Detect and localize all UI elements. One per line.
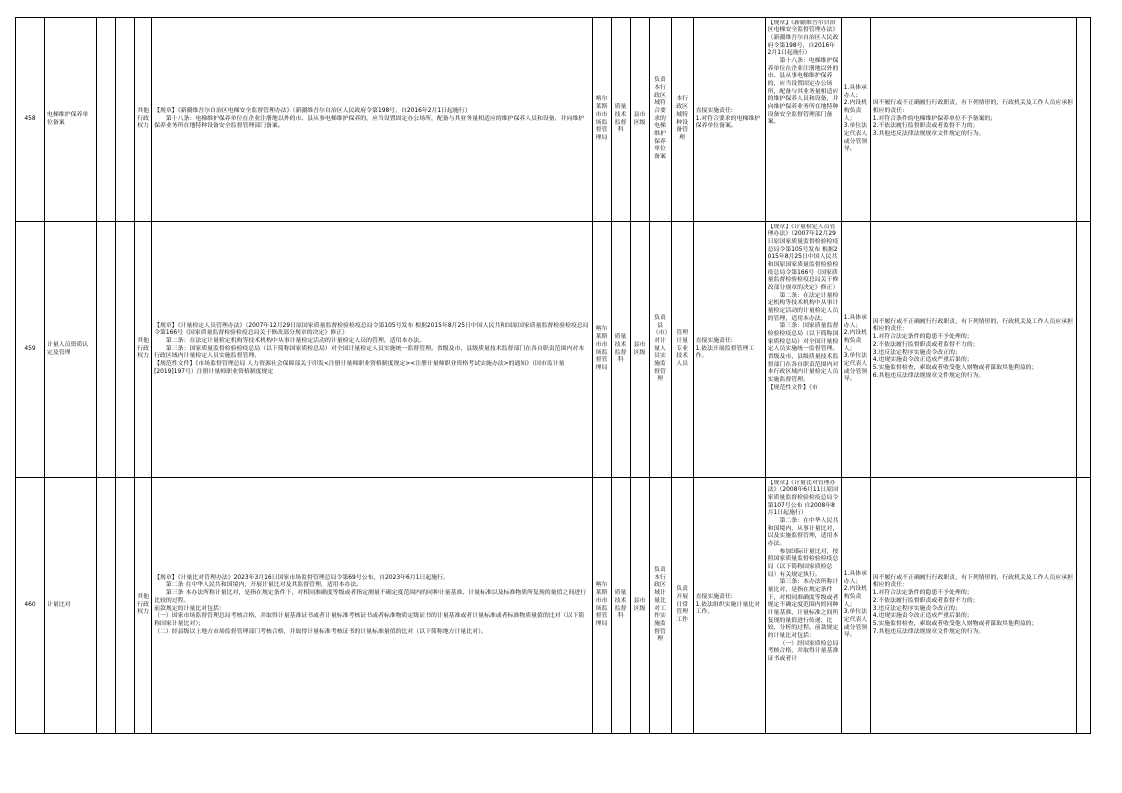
subject-line: 1.具体承办人； bbox=[843, 84, 868, 99]
duty-content: 本行政区域特种设备管理 bbox=[671, 18, 693, 222]
subject-line: 3.单位法定代表人或分管领导。 bbox=[843, 123, 868, 153]
resp-line: 直接实施责任: bbox=[695, 337, 733, 344]
level: 县市区级 bbox=[630, 478, 649, 734]
basis-line: 【规章】《计量比对管理办法》2023年3月16日国家市场监督管理总局令第69号公布，自2023年6月1日起施行。 bbox=[154, 574, 449, 581]
item-name: 电梯维护保养单位备案 bbox=[45, 18, 97, 222]
resp-line: 1.依法组织实施计量比对工作。 bbox=[695, 601, 761, 616]
blame-line: 5.实施监督检查，索取或者收受他人财物或者谋取其他利益的； bbox=[872, 364, 1038, 371]
stack-line: 第十八条：电梯维护保养单位在企业注册地以外的市、县从事电梯维护保养的，应当设置固定办公场所，配备与其业务量相适应的维护保养人员和设备，并向维护保养业务所在地特种设备安全监督管理部门备案。 bbox=[767, 57, 839, 126]
basis-line: 第三条：国家质量监督检验检疫总局（以下简称国家质检总局）对全国计量检定人员实施统一监督管理。省级及市、县级质量技术监督部门在各自职责范围内对本行政区域内计量检定人员实施监督管理。 bbox=[154, 345, 585, 360]
empty-cell bbox=[116, 478, 135, 734]
blame-line: 因不履行或不正确履行行政职责，有下列情形的，行政机关及工作人员应承担相应的责任： bbox=[872, 574, 1074, 589]
duty-scope: 负责本行政区域符合要求的电梯维护保养单位备案 bbox=[649, 18, 671, 222]
level: 县市区级 bbox=[630, 222, 649, 478]
basis-line: 【规章】《计量检定人员管理办法》（2007年12月29日原国家质量监督检验检疫总局令第105号发布 根据2015年8月25日中国人民共和国原国家质量监督检验检疫总局令第166号《国家质量监督检验检疫总局关于修改部分规章的决定》修正） bbox=[154, 322, 589, 337]
blame-line: 4.违规实施责令改正造成严重后果的； bbox=[872, 357, 973, 364]
row-number: 458 bbox=[16, 18, 45, 222]
stack-line: 第二条：在中华人民共和国境内，从事计量比对，以及实施监督管理，适用本办法。 bbox=[767, 517, 839, 547]
basis-line: 第二条：在法定计量检定机构等技术机构中从事计量检定活动的计量检定人员的管理，适用本办法。 bbox=[165, 337, 426, 344]
accountability bbox=[870, 222, 1076, 478]
department: 质量技术监督科 bbox=[611, 222, 630, 478]
stack-line: 第三条：本办法所称计量比对，是指在规定条件下，对相同准确度等级或者规定不确定度范围内的同种计量基准、计量标准之间所复现的量值进行传递、比较、分析的过程。前款规定的计量比对包括： bbox=[767, 579, 839, 639]
item-category: 其他行政权力 bbox=[135, 18, 152, 222]
responsible-subjects bbox=[841, 18, 870, 222]
blame-line: 6.其他违反法律法规规章文件规定的行为。 bbox=[872, 372, 985, 379]
stack-line: 参加国际计量比对，按照国家质量监督检验检疫总局（以下简称国家质检总局）有关规定执行。 bbox=[767, 548, 839, 578]
subject-line: 1.具体承办人； bbox=[843, 314, 868, 329]
accountability bbox=[870, 478, 1076, 734]
implementing-agency: 喀尔莱斯市市场监督管理局 bbox=[592, 18, 611, 222]
blame-line: 3.其他违反法律法规规章文件规定的行为。 bbox=[872, 131, 985, 137]
blame-line: 3.违反法定程序实施责令改正的； bbox=[872, 605, 961, 612]
responsible-subjects bbox=[841, 222, 870, 478]
blame-line: 2.不依法履行监督职责或者监督不力的； bbox=[872, 123, 979, 130]
accountability bbox=[870, 18, 1076, 222]
basis-line: 【规章】《新疆维吾尔自治区电梯安全监督管理办法》（新疆维吾尔自治区人民政府令第198号，自2016年2月1日起施行） bbox=[154, 107, 471, 114]
basis-narrow-column bbox=[765, 478, 841, 734]
row-number: 459 bbox=[16, 222, 45, 478]
blame-line: 1.对符合条件的电梯维护保养单位不予备案的； bbox=[872, 115, 997, 122]
duty-content: 管理计量专业技术人员 bbox=[671, 222, 693, 478]
empty-cell bbox=[116, 222, 135, 478]
empty-cell bbox=[1076, 478, 1090, 734]
legal-basis bbox=[152, 222, 592, 478]
subject-line: 2.内设机构负责人； bbox=[843, 100, 868, 122]
stack-line: 【规范性文件】《市 bbox=[767, 384, 818, 391]
empty-cell bbox=[97, 222, 116, 478]
basis-line: 第二条 在中华人民共和国境内，开展计量比对及其监督管理，适用本办法。 bbox=[165, 582, 363, 589]
table-row bbox=[16, 222, 1091, 478]
empty-cell bbox=[1076, 18, 1090, 222]
blame-line: 因不履行或不正确履行行政职责，有下列情形的，行政机关及工作人员应承担相应的责任： bbox=[872, 318, 1074, 333]
table-row bbox=[16, 18, 1091, 222]
table-row bbox=[16, 478, 1091, 734]
implementing-agency: 喀尔莱斯市市场监督管理局 bbox=[592, 478, 611, 734]
blame-line: 5.实施监督检查，索取或者收受他人财物或者谋取其他利益的； bbox=[872, 620, 1038, 627]
responsibility bbox=[693, 18, 765, 222]
row-number: 460 bbox=[16, 478, 45, 734]
item-category: 其他行政权力 bbox=[135, 222, 152, 478]
stack-line: 第三条：国家质量监督检验检疫总局（以下简称国家质检总局）对全国计量检定人员实施统一监督管理。省级及市、县级质量技术监督部门在各自职责范围内对本行政区域内计量检定人员实施监督管理。 bbox=[767, 323, 839, 383]
resp-line: 直接实施责任: bbox=[695, 107, 733, 114]
responsibility bbox=[693, 222, 765, 478]
empty-cell bbox=[97, 478, 116, 734]
blame-line: 因不履行或不正确履行行政职责，有下列情形的，行政机关及工作人员应承担相应的责任： bbox=[872, 100, 1074, 114]
blame-line: 2.不依法履行监督职责或者监督不力的； bbox=[872, 341, 979, 348]
blame-line: 4.违规实施责令改正造成严重后果的； bbox=[872, 613, 973, 620]
resp-line: 1.对符合要求的电梯维护保养单位备案。 bbox=[695, 115, 761, 130]
subject-line: 1.具体承办人； bbox=[843, 570, 868, 585]
item-name: 计量人员资质认定及管理 bbox=[45, 222, 97, 478]
subject-line: 3.单位法定代表人或分管领导。 bbox=[843, 609, 868, 639]
basis-line: （一）国家市场监督管理总局考核合格，并取得计量基准证书或者计量标准考核证书或者标准物质定级证书的计量基准或者计量标准或者标准物质量值的比对（以下简称国家计量比对）； bbox=[154, 613, 585, 627]
resp-line: 直接实施责任: bbox=[695, 593, 733, 600]
empty-cell bbox=[97, 18, 116, 222]
item-name: 计量比对 bbox=[45, 478, 97, 734]
implementing-agency: 喀尔莱斯市市场监督管理局 bbox=[592, 222, 611, 478]
basis-narrow-column bbox=[765, 18, 841, 222]
blame-line: 3.违反法定程序实施责令改正的； bbox=[872, 349, 961, 356]
basis-line: 前款规定的计量比对包括： bbox=[154, 605, 225, 612]
responsible-subjects bbox=[841, 478, 870, 734]
responsibility bbox=[693, 478, 765, 734]
duty-scope: 负责县（市）对计量人员实施监督管理 bbox=[649, 222, 671, 478]
blame-line: 1.对符合法定条件的隐患不予处理的； bbox=[872, 590, 973, 597]
empty-cell bbox=[1076, 222, 1090, 478]
blame-line: 1.对符合法定条件的隐患不予处理的； bbox=[872, 334, 973, 341]
subject-line: 3.单位法定代表人或分管领导。 bbox=[843, 353, 868, 383]
blame-line: 7.其他违反法律法规规章文件规定的行为。 bbox=[872, 628, 985, 635]
resp-line: 1.依法开展监督管理工作。 bbox=[695, 345, 755, 360]
legal-basis bbox=[152, 478, 592, 734]
stack-line: 第二条：在法定计量检定机构等技术机构中从事计量检定活动的计量检定人员的管理，适用本办法。 bbox=[767, 292, 839, 322]
basis-line: 【规范性文件】《市场监督管理总局 人力资源社会保障部关于印发<注册计量师职业资格制度规定><注册计量师职业资格考试实施办法>的通知》（国市监计量[2019]197号）注册计量师职业资格制度规定 bbox=[154, 361, 565, 375]
empty-cell bbox=[116, 18, 135, 222]
level: 县市区级 bbox=[630, 18, 649, 222]
responsibility-table bbox=[15, 17, 1091, 734]
subject-line: 2.内设机构负责人； bbox=[843, 586, 868, 608]
department: 质量技术监督科 bbox=[611, 18, 630, 222]
blame-line: 2.不依法履行监督职责或者监督不力的； bbox=[872, 597, 979, 604]
subject-line: 2.内设机构负责人； bbox=[843, 330, 868, 352]
stack-line: （一）经国家质检总局考核合格，并取得计量基准证书或者计 bbox=[767, 640, 839, 662]
stack-line: 【规章】《新疆维吾尔自治区电梯安全监督管理办法》（新疆维吾尔自治区人民政府令第198号，自2016年2月1日起施行） bbox=[767, 19, 839, 57]
basis-line: （二）经县级以上地方市场监督管理部门考核合格，并取得计量标准考核证书的计量标准量值的比对（以下简称地方计量比对）。 bbox=[154, 628, 487, 635]
stack-line: 【规章】《计量比对管理办法》（2008年6月11日原国家质量监督检验检疫总局令第107号公布 自2008年8月1日起施行） bbox=[767, 479, 839, 517]
duty-content: 负责开展日常管理工作 bbox=[671, 478, 693, 734]
duty-scope: 负责本行政区域计量比对工作实施监督管理 bbox=[649, 478, 671, 734]
basis-line: 第三条 本办法所称计量比对，是指在规定条件下，对相同准确度等级或者指定测量不确定度范围内的同种计量基准、计量标准以及标准物质所复现的量值之间进行比较的过程。 bbox=[154, 590, 587, 604]
item-category: 其他行政权力 bbox=[135, 478, 152, 734]
stack-line: 【规章】《计量检定人员管理办法》（2007年12月29日原国家质量监督检验检疫总局令第105号发布 根据2015年8月25日中国人民共和国原国家质量监督检验检疫总局令第166号《国家质量监督检验检疫总局关于修改部分规章的决定》修正） bbox=[767, 223, 839, 291]
legal-basis bbox=[152, 18, 592, 222]
basis-narrow-column bbox=[765, 222, 841, 478]
department: 质量技术监督科 bbox=[611, 478, 630, 734]
basis-line: 第十八条：电梯维护保养单位在企业注册地以外的市、县从事电梯维护保养的，应当设置固定办公场所，配备与其业务量相适应的维护保养人员和设备，并向维护保养业务所在地特种设备安全监督管理部门备案。 bbox=[154, 115, 585, 130]
